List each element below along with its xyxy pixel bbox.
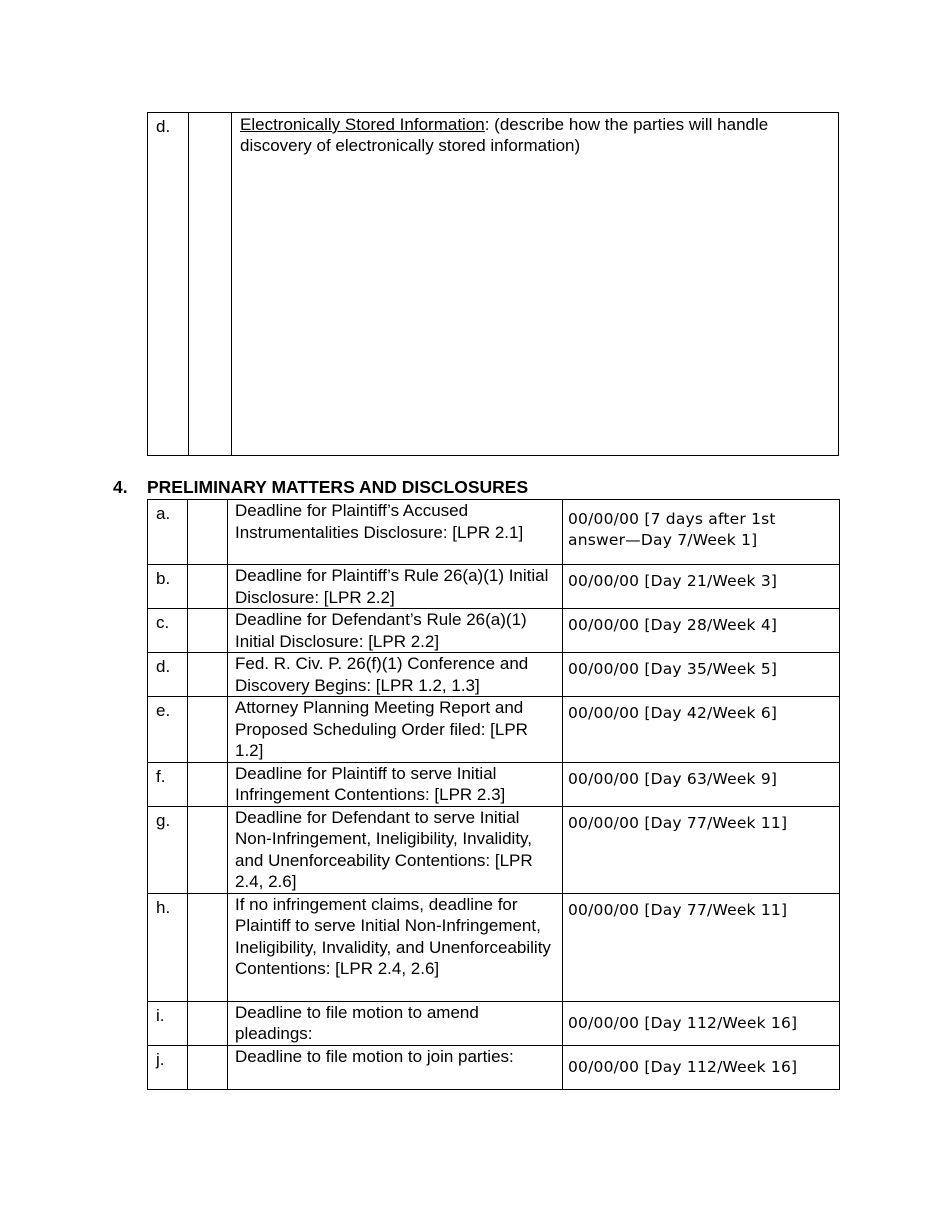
blank-cell	[188, 1045, 228, 1089]
blank-cell	[188, 806, 228, 893]
deadline-date: 00/00/00 [Day 77/Week 11]	[563, 806, 840, 893]
table-row	[148, 113, 839, 456]
blank-cell	[188, 500, 228, 565]
deadline-date: 00/00/00 [Day 21/Week 3]	[563, 565, 840, 609]
deadline-date: 00/00/00 [Day 77/Week 11]	[563, 893, 840, 1001]
row-letter: b.	[148, 565, 188, 609]
deadline-description: Deadline for Plaintiff’s Rule 26(a)(1) Initial Disclosure: [LPR 2.2]	[228, 565, 563, 609]
blank-cell	[188, 565, 228, 609]
row-letter: j.	[148, 1045, 188, 1089]
deadline-description: If no infringement claims, deadline for Plaintiff to serve Initial Non-Infringement, Ineligibility, Invalidity, and Unenforceability Contentions: [LPR 2.4, 2.6]	[228, 893, 563, 1001]
table-row	[148, 762, 840, 806]
deadline-date: 00/00/00 [Day 63/Week 9]	[563, 762, 840, 806]
row-letter: d.	[148, 113, 189, 456]
table-row	[148, 1045, 840, 1089]
row-letter: g.	[148, 806, 188, 893]
deadline-date: 00/00/00 [Day 42/Week 6]	[563, 697, 840, 763]
deadline-date: 00/00/00 [Day 35/Week 5]	[563, 653, 840, 697]
deadline-date: 00/00/00 [7 days after 1st answer—Day 7/Week 1]	[563, 500, 840, 565]
blank-cell	[189, 113, 232, 456]
table-row	[148, 893, 840, 1001]
deadlines-table	[147, 499, 840, 1090]
row-letter: e.	[148, 697, 188, 763]
row-letter: a.	[148, 500, 188, 565]
deadline-description: Deadline for Defendant’s Rule 26(a)(1) Initial Disclosure: [LPR 2.2]	[228, 609, 563, 653]
row-letter: d.	[148, 653, 188, 697]
row-letter: c.	[148, 609, 188, 653]
blank-cell	[188, 1001, 228, 1045]
table-row	[148, 609, 840, 653]
row-letter: f.	[148, 762, 188, 806]
section-number: 4.	[113, 477, 128, 497]
esi-table	[147, 112, 839, 456]
blank-cell	[188, 653, 228, 697]
esi-description	[232, 113, 839, 456]
esi-title: Electronically Stored Information	[240, 115, 485, 134]
blank-cell	[188, 893, 228, 1001]
table-row	[148, 565, 840, 609]
table-row	[148, 697, 840, 763]
esi-instructions: : (describe how the parties will handle discovery of electronically stored information)	[240, 115, 769, 155]
deadline-date: 00/00/00 [Day 112/Week 16]	[563, 1001, 840, 1045]
deadline-description: Fed. R. Civ. P. 26(f)(1) Conference and Discovery Begins: [LPR 1.2, 1.3]	[228, 653, 563, 697]
row-letter: h.	[148, 893, 188, 1001]
table-row	[148, 653, 840, 697]
deadline-date: 00/00/00 [Day 28/Week 4]	[563, 609, 840, 653]
blank-cell	[188, 762, 228, 806]
table-row	[148, 1001, 840, 1045]
deadline-description: Deadline to file motion to amend pleadings:	[228, 1001, 563, 1045]
deadline-description: Deadline for Defendant to serve Initial Non-Infringement, Ineligibility, Invalidity, and Unenforceability Contentions: [LPR 2.4, 2.6]	[228, 806, 563, 893]
blank-cell	[188, 697, 228, 763]
row-letter: i.	[148, 1001, 188, 1045]
table-row	[148, 500, 840, 565]
section-heading	[113, 477, 528, 498]
deadline-description: Deadline for Plaintiff to serve Initial Infringement Contentions: [LPR 2.3]	[228, 762, 563, 806]
section-title: PRELIMINARY MATTERS AND DISCLOSURES	[147, 477, 529, 497]
deadline-description: Deadline to file motion to join parties:	[228, 1045, 563, 1089]
blank-cell	[188, 609, 228, 653]
deadline-description: Attorney Planning Meeting Report and Proposed Scheduling Order filed: [LPR 1.2]	[228, 697, 563, 763]
table-row	[148, 806, 840, 893]
deadline-description: Deadline for Plaintiff’s Accused Instrumentalities Disclosure: [LPR 2.1]	[228, 500, 563, 565]
deadline-date: 00/00/00 [Day 112/Week 16]	[563, 1045, 840, 1089]
